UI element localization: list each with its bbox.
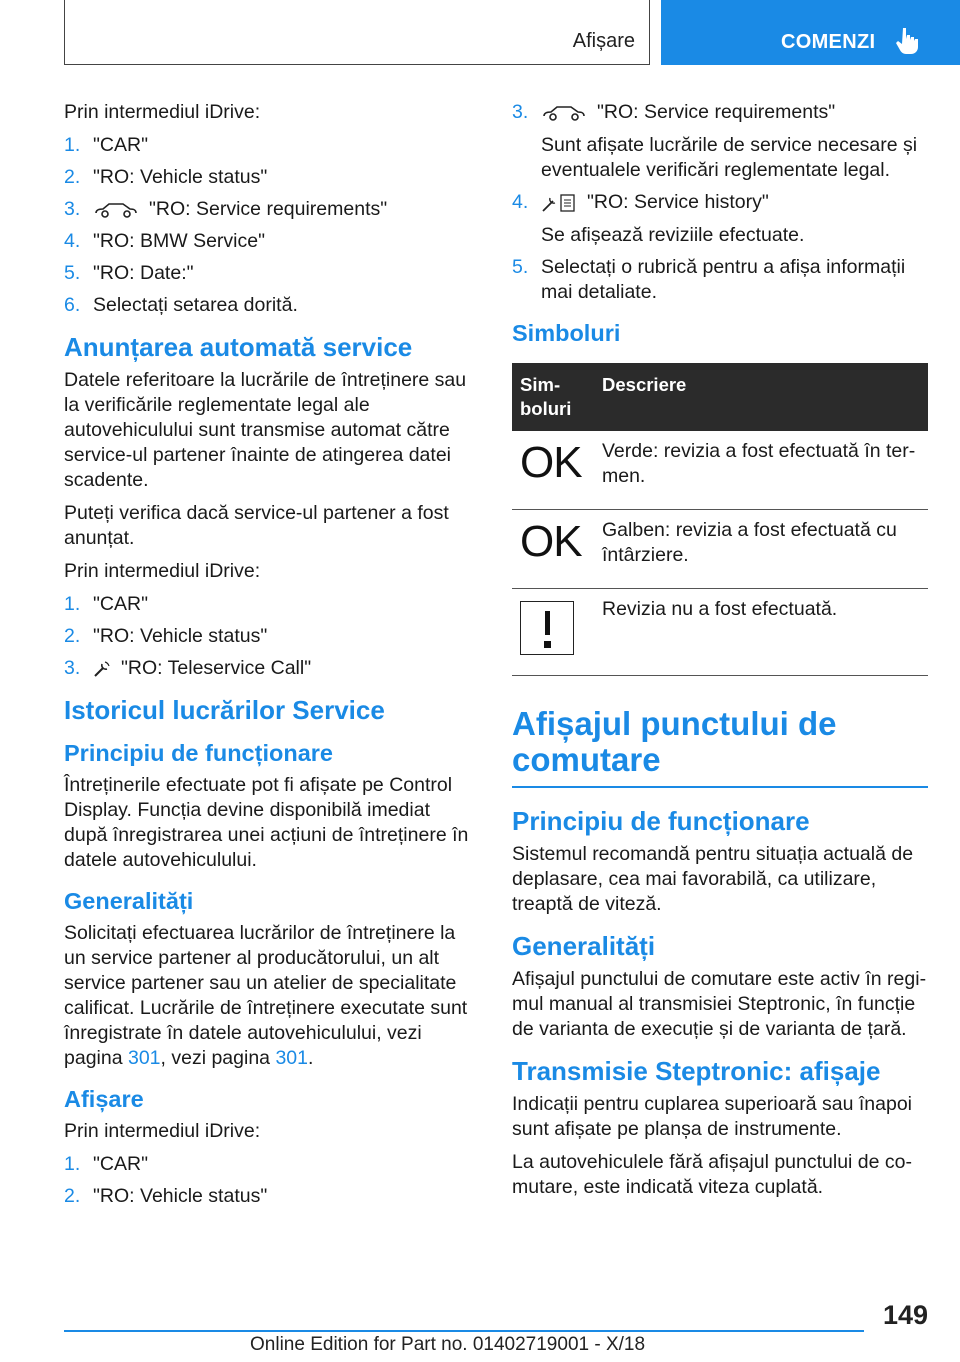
list-item: 2. "RO: Vehicle status"	[64, 166, 268, 188]
header-section-title: Afișare	[572, 30, 635, 52]
paragraph: Indicații pentru cuplarea superioară sau înapoi sunt afișate pe planșa de instrumente.	[512, 1093, 913, 1140]
list-item: 2. "RO: Vehicle status"	[64, 1185, 268, 1207]
ok-symbol: OK	[520, 438, 582, 487]
ok-symbol: OK	[520, 517, 582, 566]
table-row	[512, 589, 928, 676]
pointing-hand-icon	[894, 26, 920, 54]
list-item: 3. "RO: Service requirements" Sunt afișate lucrările de service necesare și eventualele verificări reglementate legal.	[512, 101, 918, 181]
heading-generalitati: Generalități	[512, 931, 656, 961]
car-service-icon	[93, 201, 139, 219]
steps-list-service	[64, 133, 478, 318]
heading-principiu: Principiu de funcționare	[512, 806, 810, 836]
table-cell-description: Revizia nu a fost efectuată.	[594, 589, 928, 676]
right-column	[512, 100, 928, 1208]
steps-list-continued	[512, 100, 928, 305]
list-item: 1. "CAR"	[64, 134, 149, 156]
paragraph: Puteți verifica dacă service-ul partener a fost anunțat.	[64, 502, 449, 549]
paragraph: Afișajul punctului de comutare este activ în regimul manual al transmisiei Steptronic, în funcție de varianta de execuție și de varianta de țară.	[512, 968, 927, 1040]
table-header-description: Descriere	[594, 363, 928, 431]
header-section-box	[64, 0, 650, 65]
table-cell-description: Galben: revizia a fost efectuată cu întârziere.	[594, 510, 928, 589]
wrench-signal-icon	[93, 660, 111, 678]
header-chapter-title: COMENZI	[781, 31, 876, 53]
list-item: 6. Selectați setarea dorită.	[64, 294, 298, 316]
footer-divider	[64, 1330, 864, 1332]
list-item: 3. "RO: Teleservice Call"	[64, 657, 312, 679]
list-item: 2. "RO: Vehicle status"	[64, 625, 268, 647]
page-link[interactable]: 301	[275, 1047, 308, 1069]
paragraph: Sistemul recomandă pentru situația actuală de deplasare, cea mai favorabilă, ca utilizare, treaptă de viteză.	[512, 843, 914, 915]
header-chapter-tab[interactable]	[661, 0, 960, 65]
steps-list-afisare	[64, 1152, 478, 1209]
paragraph: Întreținerile efectuate pot fi afișate pe Control Display. Funcția devine disponibilă imediat după înregistrarea unei acțiuni de întreținere în datele autovehiculului.	[64, 774, 469, 871]
list-item: 1. "CAR"	[64, 1153, 149, 1175]
list-item: 1. "CAR"	[64, 593, 149, 615]
page-number: 149	[882, 1300, 928, 1330]
heading-afisare: Afișare	[64, 1086, 144, 1112]
heading-afisajul: Afișajul punctului de comutare	[512, 706, 928, 788]
service-history-icon	[541, 193, 577, 213]
paragraph: Solicitați efectuarea lucrărilor de întreținere la un service partener al producătorului, un alt service partener sau un atelier de specialitate calificat. Lucrările de întreținere executate sunt înregistrate în datele autovehiculului, vezi pagina 301, vezi pagina 301.	[64, 922, 468, 1069]
exclamation-icon	[520, 601, 574, 655]
list-item: 4. "RO: Service history" Se afișează reviziile efectuate.	[512, 191, 805, 246]
list-item: 4. "RO: BMW Service"	[64, 230, 266, 252]
table-cell-description: Verde: revizia a fost efectuată în termen.	[594, 431, 928, 510]
paragraph: La autovehiculele fără afișajul punctului de comutare, este indicată viteza cuplată.	[512, 1151, 913, 1198]
heading-istoric: Istoricul lucrărilor Service	[64, 695, 385, 725]
footer-edition: Online Edition for Part no. 01402719001 - X/18	[250, 1334, 646, 1355]
symbols-table	[512, 363, 928, 676]
heading-simboluri: Simboluri	[512, 320, 621, 346]
heading-steptronic: Transmisie Steptronic: afișaje	[512, 1056, 881, 1086]
intro-text: Prin intermediul iDrive:	[64, 560, 261, 582]
car-service-icon	[541, 104, 587, 122]
table-row	[512, 431, 928, 510]
table-row	[512, 510, 928, 589]
list-item: 3. "RO: Service requirements"	[64, 198, 388, 220]
page-link[interactable]: 301	[127, 1047, 161, 1069]
steps-list-teleservice	[64, 592, 478, 681]
left-column	[64, 100, 478, 1221]
heading-anuntarea: Anunțarea automată service	[64, 332, 413, 362]
table-header-symbols: Simboluri	[512, 363, 594, 431]
intro-text: Prin intermediul iDrive:	[64, 101, 261, 123]
list-item: 5. Selectați o rubrică pentru a afișa informații mai detaliate.	[512, 256, 906, 303]
list-item: 5. "RO: Date:"	[64, 262, 194, 284]
intro-text: Prin intermediul iDrive:	[64, 1120, 261, 1142]
paragraph: Datele referitoare la lucrările de întreținere sau la verificările reglementate legal ale autovehiculului sunt transmise automat către service-ul partener înainte de atingerea datei scadente.	[64, 369, 467, 491]
heading-principiu: Principiu de funcționare	[64, 740, 333, 766]
heading-generalitati: Generalități	[64, 888, 194, 914]
